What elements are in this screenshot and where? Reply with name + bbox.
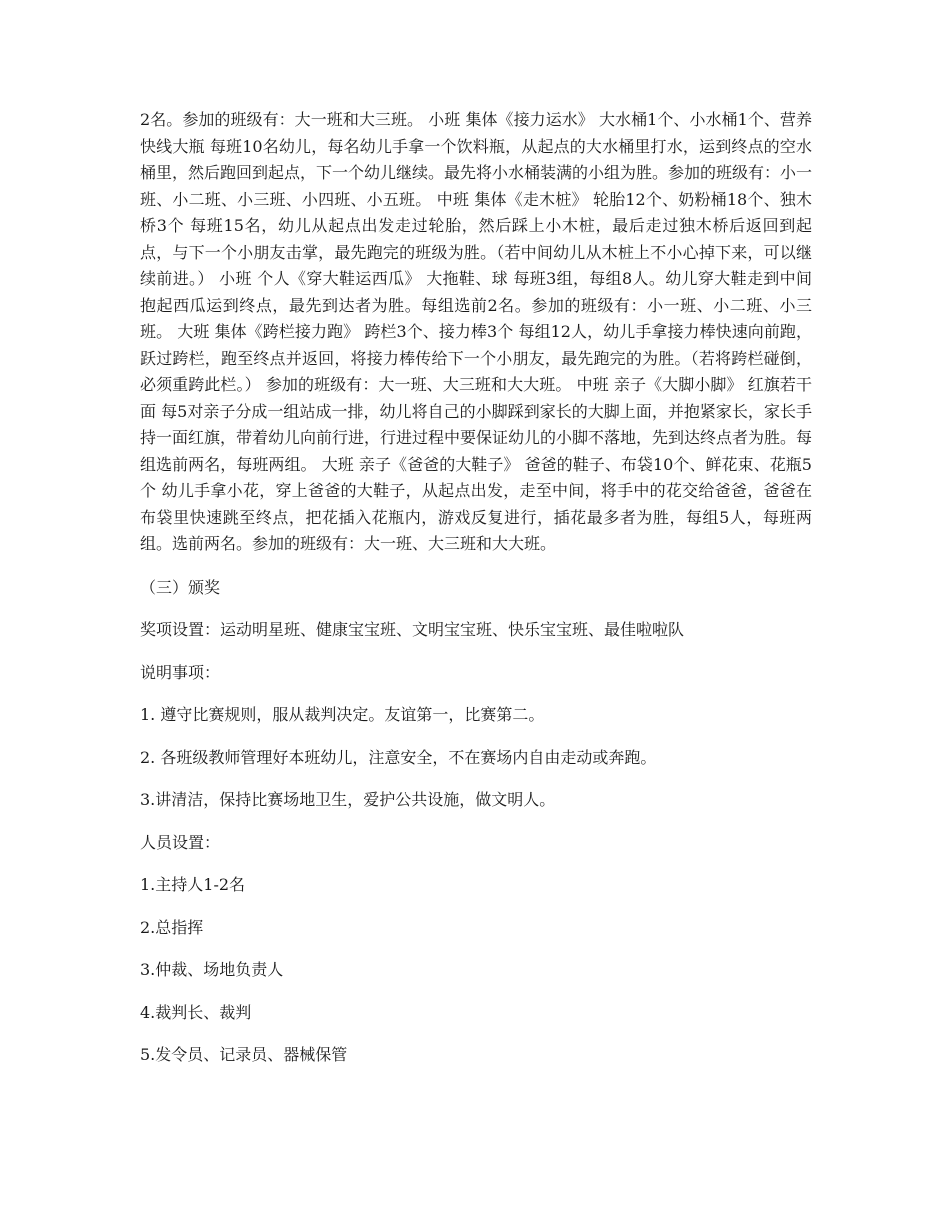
staff-item: 2.总指挥 bbox=[140, 917, 204, 937]
note-item: 2. 各班级教师管理好本班幼儿，注意安全，不在赛场内自由走动或奔跑。 bbox=[140, 747, 657, 767]
section-award-heading: （三）颁奖 bbox=[140, 577, 221, 597]
notes-heading: 说明事项： bbox=[140, 662, 221, 682]
staff-item: 4.裁判长、裁判 bbox=[140, 1002, 252, 1022]
competition-rules-paragraph: 2名。参加的班级有：大一班和大三班。 小班 集体《接力运水》 大水桶1个、小水桶1个、营养快线大瓶 每班10名幼儿，每名幼儿手拿一个饮料瓶，从起点的大水桶里打水，运到终点的空水桶里，然后跑回到起点，下一个幼儿继续。最先将小水桶装满的小组为胜。参加的班级有：小一班、小二班、小三班、小四班、小五班。 中班 集体《走木桩》 轮胎12个、奶粉桶18个、独木桥3个 每班15名，幼儿从起点出发走过轮胎，然后踩上小木桩，最后走过独木桥后返回到起点，与下一个小朋友击掌，最先跑完的班级为胜。（若中间幼儿从木桩上不小心掉下来，可以继续前进。） 小班 个人《穿大鞋运西瓜》 大拖鞋、球 每班3组，每组8人。幼儿穿大鞋走到中间抱起西瓜运到终点，最先到达者为胜。每组选前2名。参加的班级有：小一班、小二班、小三班。 大班 集体《跨栏接力跑》 跨栏3个、接力棒3个 每组12人，幼儿手拿接力棒快速向前跑，跃过跨栏，跑至终点并返回，将接力棒传给下一个小朋友，最先跑完的为胜。（若将跨栏碰倒，必须重跨此栏。） 参加的班级有：大一班、大三班和大大班。 中班 亲子《大脚小脚》 红旗若干面 每5对亲子分成一组站成一排，幼儿将自己的小脚踩到家长的大脚上面，并抱紧家长，家长手持一面红旗，带着幼儿向前行进，行进过程中要保证幼儿的小脚不落地，先到达终点者为胜。每组选前两名，每班两组。 大班 亲子《爸爸的大鞋子》 爸爸的鞋子、布袋10个、鲜花束、花瓶5个 幼儿手拿小花，穿上爸爸的大鞋子，从起点出发，走至中间，将手中的花交给爸爸，爸爸在布袋里快速跳至终点，把花插入花瓶内，游戏反复进行，插花最多者为胜，每组5人，每班两组。选前两名。参加的班级有：大一班、大三班和大大班。 bbox=[140, 110, 813, 553]
note-item: 1. 遵守比赛规则，服从裁判决定。友谊第一，比赛第二。 bbox=[140, 705, 545, 724]
award-settings-text: 奖项设置：运动明星班、健康宝宝班、文明宝宝班、快乐宝宝班、最佳啦啦队 bbox=[140, 620, 685, 639]
note-item: 3.讲清洁，保持比赛场地卫生，爱护公共设施，做文明人。 bbox=[140, 790, 556, 809]
document-body bbox=[140, 107, 812, 1069]
staff-item: 5.发令员、记录员、器械保管 bbox=[140, 1045, 348, 1064]
staff-item: 1.主持人1-2名 bbox=[140, 875, 246, 894]
staff-item: 3.仲裁、场地负责人 bbox=[140, 960, 284, 979]
staff-heading: 人员设置： bbox=[140, 832, 221, 852]
